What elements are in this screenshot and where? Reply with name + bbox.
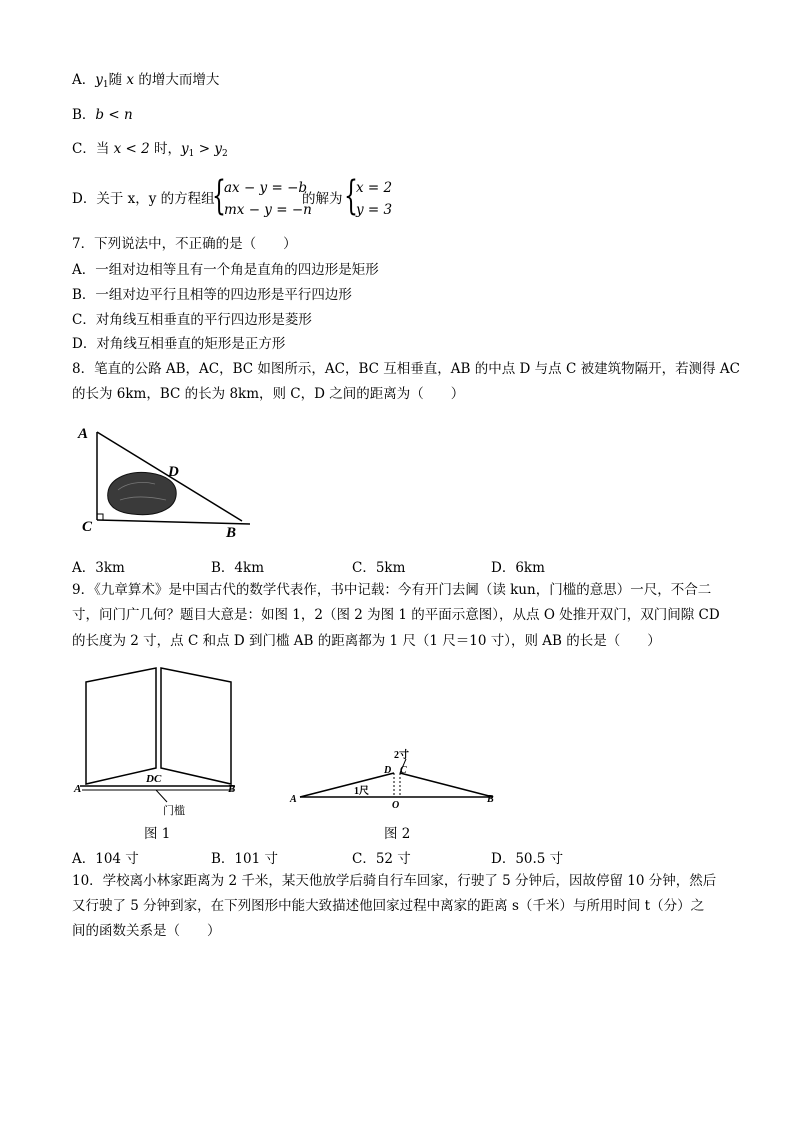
q6-d-eq2: mx − y = −n [224, 202, 312, 218]
q9-fig1-right-door [161, 668, 231, 784]
q9-option-b[interactable]: B．101 寸 [211, 851, 278, 867]
q9-fig2-label-c: C [400, 765, 407, 776]
q9-option-c[interactable]: C．52 寸 [352, 851, 411, 867]
q8-option-b[interactable]: B．4km [211, 560, 264, 576]
q6-c-cond: x < 2 [113, 141, 150, 157]
q9-fig2-label-2cun: 2寸 [394, 750, 409, 761]
q6-d-eq1: ax − y = −b [224, 180, 308, 196]
q6-c-gt: > [194, 141, 215, 157]
q8-figure [70, 420, 260, 545]
q7-stem: 7．下列说法中，不正确的是（ ） [72, 236, 297, 252]
q9-fig2-label-1chi: 1尺 [354, 786, 369, 797]
q6-b-expr: b < n [95, 107, 133, 123]
q9-option-d[interactable]: D．50.5 寸 [491, 851, 564, 867]
q10-stem-line3: 间的函数关系是（ ） [72, 923, 221, 939]
q9-fig2-label-o: O [392, 800, 400, 810]
q6-d-solution [356, 177, 392, 221]
q8-label-a: A [78, 426, 89, 442]
q9-fig1-label-a: A [74, 783, 82, 795]
q6-option-b-label: B． [72, 107, 96, 123]
q9-fig1-label-b: B [228, 783, 236, 795]
q6-a-sub: 1 [102, 80, 109, 90]
q6-a-text2: 的增大而增大 [134, 72, 220, 88]
q9-option-a[interactable]: A．104 寸 [72, 851, 139, 867]
q6-a-var: y [95, 72, 103, 88]
q6-d-brace-left: { [212, 173, 226, 219]
q8-stem-line2: 的长为 6km，BC 的长为 8km，则 C，D 之间的距离为（ ） [72, 386, 465, 402]
q6-a-x: x [126, 72, 135, 88]
q8-stem-line1: 8．笔直的公路 AB，AC，BC 如图所示，AC，BC 互相垂直，AB 的中点 D 与点 C 被建筑物隔开，若测得 AC [72, 361, 740, 377]
q9-fig1-caption: 图 1 [144, 826, 171, 842]
q10-stem-line2: 又行驶了 5 分钟到家，在下列图形中能大致描述他回家过程中离家的距离 s（千米）与所用时间 t（分）之 [72, 898, 705, 914]
q9-stem-line1: 9．《九章算术》是中国古代的数学代表作，书中记载：今有开门去阃（读 kun，门槛的意思）一尺，不合二 [72, 582, 712, 598]
q9-figure-2 [288, 745, 503, 810]
q8-option-a[interactable]: A．3km [72, 560, 125, 576]
q7-option-d[interactable]: D．对角线互相垂直的矩形是正方形 [72, 336, 286, 352]
q9-fig2-door-cb [400, 773, 493, 797]
q9-stem-line2: 寸，问门广几何？题目大意是：如图 1，2（图 2 为图 1 的平面示意图），从点 O 处推开双门，双门间隙 CD [72, 607, 720, 623]
q6-option-a[interactable] [72, 71, 219, 94]
q6-a-text1: 随 [108, 72, 127, 88]
q9-stem-line3: 的长度为 2 寸，点 C 和点 D 到门槛 AB 的距离都为 1 尺（1 尺＝10 寸），则 AB 的长是（ ） [72, 633, 661, 649]
q8-label-c: C [82, 519, 93, 535]
q8-label-d: D [168, 464, 179, 480]
q10-stem-line1: 10．学校离小林家距离为 2 千米，某天他放学后骑自行车回家，行驶了 5 分钟后，因故停留 10 分钟，然后 [72, 873, 717, 889]
q6-d-brace-right: { [344, 173, 358, 219]
q6-c-y1: y [181, 141, 189, 157]
q9-fig1-label-sill: 门槛 [163, 805, 185, 817]
q6-d-sol1: x = 2 [356, 180, 393, 196]
q9-fig1-sill-pointer [156, 790, 167, 802]
q6-c-sub2: 2 [221, 149, 228, 159]
q8-building-blob [108, 472, 177, 514]
q9-fig1-label-dc: DC [146, 773, 162, 785]
q8-line-cb [97, 520, 250, 524]
q6-option-d-label: D．关于 x，y 的方程组 [72, 191, 215, 207]
q8-label-b: B [226, 525, 237, 541]
q6-c-sub1: 1 [188, 149, 195, 159]
q6-d-mid: 的解为 [302, 191, 343, 207]
q8-option-c[interactable]: C．5km [352, 560, 406, 576]
q9-figure-1 [70, 660, 250, 820]
q9-fig2-label-d: D [384, 765, 392, 776]
q6-option-a-label: A． [72, 72, 96, 88]
q9-fig1-left-door [86, 668, 156, 784]
q6-d-system [224, 177, 312, 221]
q6-c-y2: y [214, 141, 222, 157]
q8-right-angle-mark [97, 514, 103, 520]
q9-fig2-caption: 图 2 [384, 826, 411, 842]
q9-fig2-door-ad [300, 773, 394, 797]
q6-option-b[interactable] [72, 106, 133, 124]
q6-option-c[interactable] [72, 140, 228, 163]
q6-option-d[interactable] [72, 190, 215, 208]
q9-fig2-label-a: A [290, 794, 297, 805]
q6-d-sol2: y = 3 [356, 202, 393, 218]
q6-option-c-label: C．当 [72, 141, 114, 157]
q7-option-a[interactable]: A．一组对边相等且有一个角是直角的四边形是矩形 [72, 262, 379, 278]
q6-c-mid: 时， [149, 141, 182, 157]
q7-option-c[interactable]: C．对角线互相垂直的平行四边形是菱形 [72, 312, 312, 328]
q9-fig2-label-b: B [487, 794, 494, 805]
q7-option-b[interactable]: B．一组对边平行且相等的四边形是平行四边形 [72, 287, 352, 303]
q8-option-d[interactable]: D．6km [491, 560, 545, 576]
